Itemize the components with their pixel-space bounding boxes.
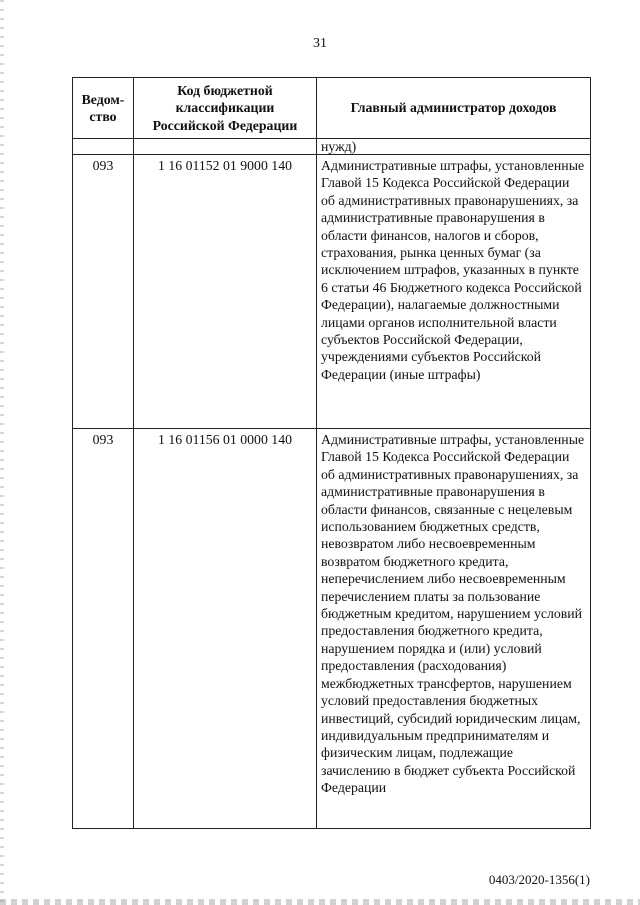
revenue-admin-table (72, 77, 591, 829)
cell-code: 1 16 01152 01 9000 140 (134, 155, 317, 429)
table-header-row (73, 78, 591, 139)
table-row-continuation (73, 139, 591, 155)
cell-admin: нужд) (317, 139, 591, 155)
cell-admin: Административные штрафы, установленные Главой 15 Кодекса Российской Федерации об административных правонарушениях, за административные правонарушения в области финансов, связанные с нецелевым использованием бюджетных средств, невозвратом либо несвоевременным возвратом бюджетного кредита, неперечислением либо несвоевременным перечислением платы за пользование бюджетным кредитом, нарушением условий предоставления бюджетного кредита, нарушением порядка и (или) условий предоставления (расходования) межбюджетных трансфертов, нарушением условий предоставления бюджетных инвестиций, субсидий юридическим лицам, индивидуальным предпринимателям и физическим лицам, подлежащие зачислению в бюджет субъекта Российской Федерации (317, 429, 591, 829)
scan-edge-artifact (0, 0, 4, 905)
header-admin: Главный администратор доходов (317, 78, 591, 139)
cell-code (134, 139, 317, 155)
cell-dept: 093 (73, 155, 134, 429)
cell-dept: 093 (73, 429, 134, 829)
header-dept: Ведом-ство (73, 78, 134, 139)
cell-dept (73, 139, 134, 155)
table-row (73, 429, 591, 829)
cell-admin: Административные штрафы, установленные Главой 15 Кодекса Российской Федерации об административных правонарушениях, за административные правонарушения в области финансов, налогов и сборов, страхования, рынка ценных бумаг (за исключением штрафов, указанных в пункте 6 статьи 46 Бюджетного кодекса Российской Федерации), налагаемые должностными лицами органов исполнительной власти субъектов Российской Федерации, учреждениями субъектов Российской Федерации (иные штрафы) (317, 155, 591, 429)
header-code: Код бюджетной классификации Российской Федерации (134, 78, 317, 139)
table-row (73, 155, 591, 429)
cell-code: 1 16 01156 01 0000 140 (134, 429, 317, 829)
page-number: 31 (313, 36, 327, 51)
document-reference: 0403/2020-1356(1) (488, 872, 590, 887)
scan-bottom-artifact (0, 899, 640, 905)
